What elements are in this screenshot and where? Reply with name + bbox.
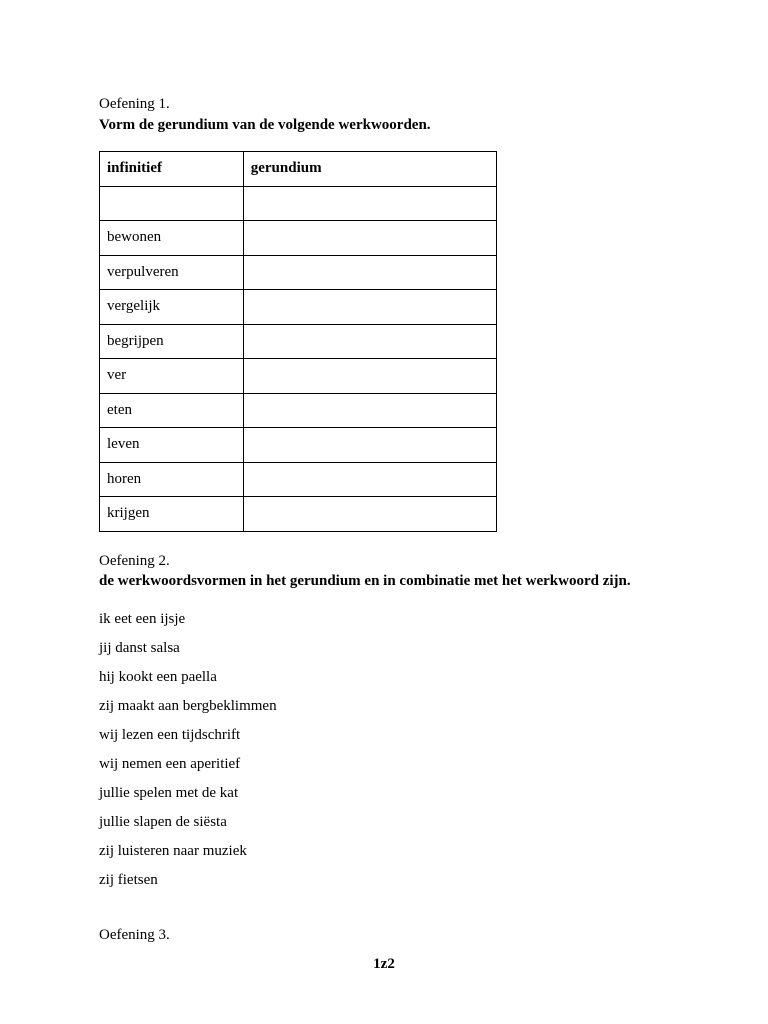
- table-row: [100, 290, 497, 325]
- list-item: jij danst salsa: [99, 640, 180, 656]
- infinitive-cell: krijgen: [100, 497, 244, 532]
- table-row: [100, 462, 497, 497]
- infinitive-cell: verpulveren: [100, 255, 244, 290]
- gerund-answer-cell[interactable]: [243, 186, 496, 221]
- exercise-2-instruction: de werkwoordsvormen in het gerundium en in combinatie met het werkwoord zijn.: [99, 573, 631, 589]
- list-item: zij fietsen: [99, 872, 158, 888]
- table-row: [100, 497, 497, 532]
- table-row: [100, 221, 497, 256]
- list-item: zij maakt aan bergbeklimmen: [99, 698, 277, 714]
- column-header-gerundium: gerundium: [243, 152, 496, 187]
- exercise-1-title: Oefening 1.: [99, 96, 170, 112]
- verb-table: [99, 151, 497, 532]
- table-row: [100, 393, 497, 428]
- infinitive-cell: vergelijk: [100, 290, 244, 325]
- gerund-answer-cell[interactable]: [243, 290, 496, 325]
- list-item: wij lezen een tijdschrift: [99, 727, 241, 743]
- gerund-answer-cell[interactable]: [243, 255, 496, 290]
- gerund-answer-cell[interactable]: [243, 462, 496, 497]
- gerund-answer-cell[interactable]: [243, 359, 496, 394]
- gerund-answer-cell[interactable]: [243, 497, 496, 532]
- list-item: wij nemen een aperitief: [99, 756, 241, 772]
- exercise-1-instruction: Vorm de gerundium van de volgende werkwoorden.: [99, 117, 431, 133]
- list-item: hij kookt een paella: [99, 669, 217, 685]
- infinitive-cell: ver: [100, 359, 244, 394]
- table-header-row: [100, 152, 497, 187]
- infinitive-cell: [100, 186, 244, 221]
- infinitive-cell: bewonen: [100, 221, 244, 256]
- infinitive-cell: begrijpen: [100, 324, 244, 359]
- table-row: [100, 359, 497, 394]
- column-header-infinitief: infinitief: [100, 152, 244, 187]
- table-row: [100, 255, 497, 290]
- list-item: jullie spelen met de kat: [99, 785, 239, 801]
- list-item: zij luisteren naar muziek: [99, 843, 247, 859]
- gerund-answer-cell[interactable]: [243, 324, 496, 359]
- sentence-list: [99, 609, 277, 899]
- infinitive-cell: eten: [100, 393, 244, 428]
- table-row: [100, 186, 497, 221]
- infinitive-cell: leven: [100, 428, 244, 463]
- gerund-answer-cell[interactable]: [243, 428, 496, 463]
- table-row: [100, 324, 497, 359]
- exercise-3-title: Oefening 3.: [99, 927, 170, 943]
- exercise-2-title: Oefening 2.: [99, 553, 170, 569]
- list-item: ik eet een ijsje: [99, 611, 186, 627]
- gerund-answer-cell[interactable]: [243, 221, 496, 256]
- gerund-answer-cell[interactable]: [243, 393, 496, 428]
- page-number: 1z2: [373, 956, 395, 972]
- infinitive-cell: horen: [100, 462, 244, 497]
- table-row: [100, 428, 497, 463]
- list-item: jullie slapen de siësta: [99, 814, 227, 830]
